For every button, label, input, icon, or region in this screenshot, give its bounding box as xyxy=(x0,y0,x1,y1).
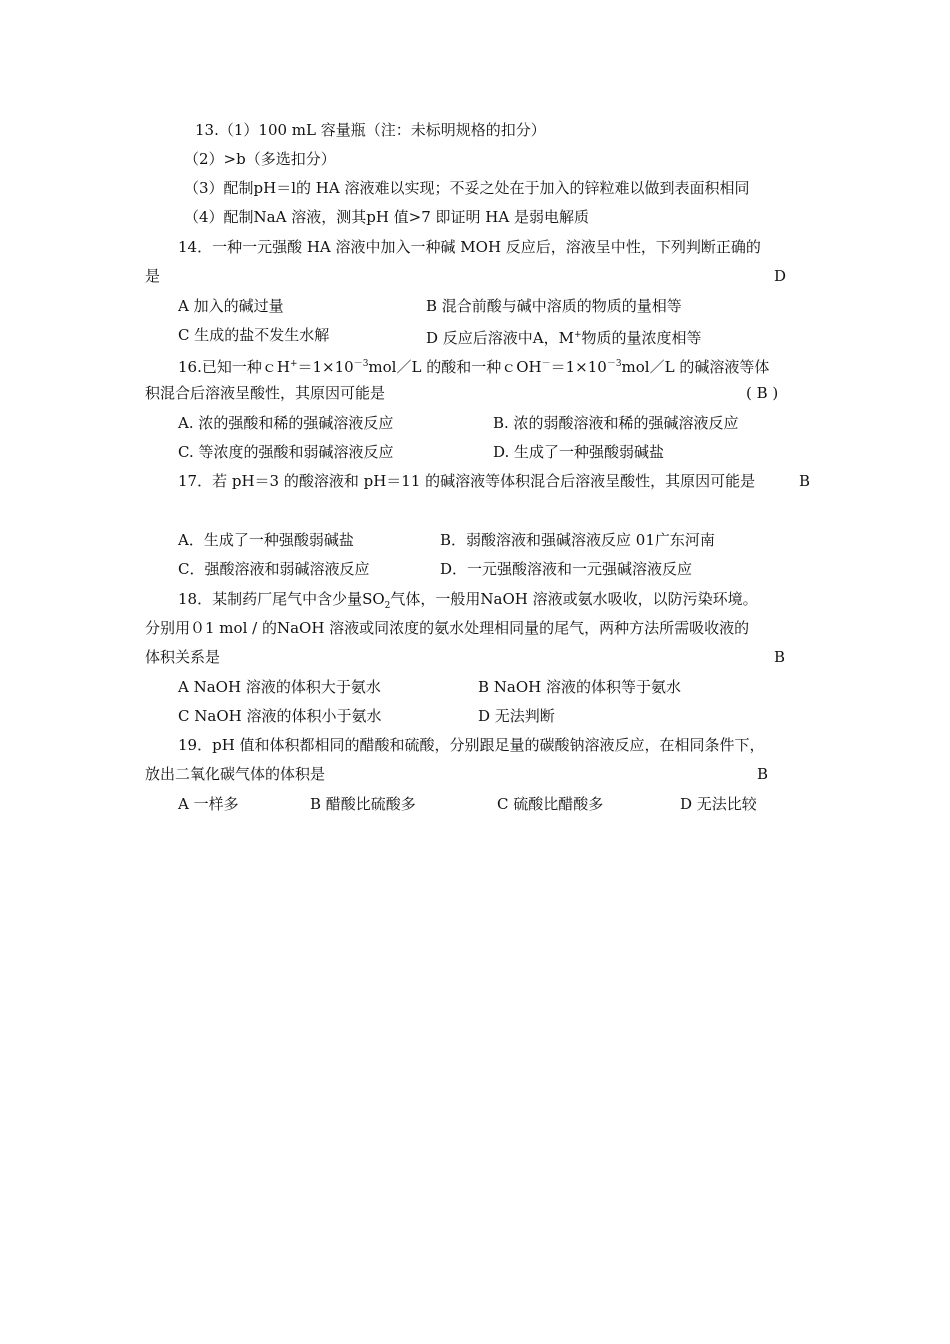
q17-stem: 17．若 pH＝3 的酸溶液和 pH＝11 的碱溶液等体积混合后溶液呈酸性，其原因可能是 xyxy=(178,472,756,490)
q13-line-2: （2）>b（多选扣分） xyxy=(184,150,336,168)
q16-option-b: B. 浓的弱酸溶液和稀的强碱溶液反应 xyxy=(493,414,739,432)
q16-stem-line-2: 积混合后溶液呈酸性，其原因可能是 xyxy=(145,384,386,402)
q18-option-a: A NaOH 溶液的体积大于氨水 xyxy=(178,678,381,696)
q17-answer: B xyxy=(799,472,811,490)
q16-stem-line-1: 16.已知一种$cH^+=1\times 10^{-3}mol/L$ 的酸和一种$cOH^-=1\times 10^{-3}mol/L$ 的碱溶液等体 xyxy=(178,358,770,376)
q17-option-c: C．强酸溶液和弱碱溶液反应 xyxy=(178,560,370,578)
q19-option-c: C 硫酸比醋酸多 xyxy=(497,795,604,813)
q19-option-d: D 无法比较 xyxy=(680,795,757,813)
q17-option-b: B．弱酸溶液和强碱溶液反应 01广东河南 xyxy=(440,531,715,549)
q14-option-b: B 混合前酸与碱中溶质的物质的量相等 xyxy=(426,297,682,315)
q18-option-c: C NaOH 溶液的体积小于氨水 xyxy=(178,707,382,725)
q14-option-d: D 反应后溶液中A，M+物质的量浓度相等 xyxy=(426,329,702,347)
q18-stem-line-1: 18．某制药厂尾气中含少量$SO_2$气体，一般用NaOH 溶液或氨水吸收，以防污染环境。 xyxy=(178,590,758,611)
q18-stem-line-2: 分别用０1 mol / 的NaOH 溶液或同浓度的氨水处理相同量的尾气，两种方法所需吸收液的 xyxy=(145,619,750,637)
q14-stem-line-2: 是 xyxy=(145,267,161,285)
q16-option-c: C. 等浓度的强酸和弱碱溶液反应 xyxy=(178,443,394,461)
q16-option-a: A. 浓的强酸和稀的强碱溶液反应 xyxy=(178,414,394,432)
q19-stem-line-2: 放出二氧化碳气体的体积是 xyxy=(145,765,326,783)
q17-option-d: D．一元强酸溶液和一元强碱溶液反应 xyxy=(440,560,693,578)
q14-answer: D xyxy=(774,267,787,285)
q19-option-a: A 一样多 xyxy=(178,795,239,813)
q19-option-b: B 醋酸比硫酸多 xyxy=(310,795,416,813)
q19-stem-line-1: 19．pH 值和体积都相同的醋酸和硫酸，分别跟足量的碳酸钠溶液反应，在相同条件下， xyxy=(178,736,765,754)
q16-option-d: D. 生成了一种强酸弱碱盐 xyxy=(493,443,665,461)
q14-stem-line-1: 14．一种一元强酸 HA 溶液中加入一种碱 MOH 反应后，溶液呈中性，下列判断正确的 xyxy=(178,238,761,256)
q14-option-c: C 生成的盐不发生水解 xyxy=(178,326,330,344)
q18-stem-line-3: 体积关系是 xyxy=(145,648,221,666)
q18-option-b: B NaOH 溶液的体积等于氨水 xyxy=(478,678,682,696)
q16-answer: ( B ) xyxy=(746,384,779,402)
q19-answer: B xyxy=(757,765,769,783)
q13-line-1: 13.（1）100 mL 容量瓶（注：未标明规格的扣分） xyxy=(195,121,546,139)
q13-line-3: （3）配制pH＝l的 HA 溶液难以实现；不妥之处在于加入的锌粒难以做到表面积相同 xyxy=(184,179,750,197)
q18-answer: B xyxy=(774,648,786,666)
q17-option-a: A．生成了一种强酸弱碱盐 xyxy=(178,531,354,549)
q13-line-4: （4）配制NaA 溶液，测其pH 值>7 即证明 HA 是弱电解质 xyxy=(184,208,589,226)
q14-option-a: A 加入的碱过量 xyxy=(178,297,284,315)
q18-option-d: D 无法判断 xyxy=(478,707,555,725)
